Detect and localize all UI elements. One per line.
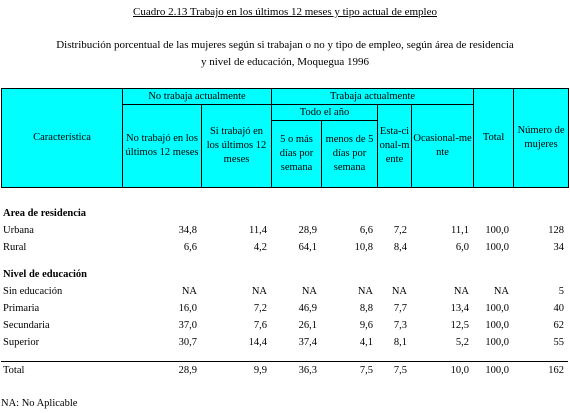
table-title: Cuadro 2.13 Trabajo en los últimos 12 meses y tipo actual de empleo bbox=[133, 6, 437, 18]
table-row bbox=[1, 239, 568, 256]
header-estacional: Esta-cional-mente bbox=[378, 105, 412, 188]
table-cell: 11,1 bbox=[451, 225, 469, 236]
table-cell: NA bbox=[181, 286, 197, 297]
table-cell: NA bbox=[357, 286, 373, 297]
section-title: Nivel de educación bbox=[3, 269, 87, 280]
footnote: NA: No Aplicable bbox=[1, 398, 78, 409]
header-caracteristica: Característica bbox=[2, 89, 123, 188]
table-cell: 55 bbox=[553, 337, 564, 348]
table-cell: 4,1 bbox=[359, 337, 373, 348]
table-cell: 128 bbox=[548, 225, 564, 236]
row-label: Primaria bbox=[3, 303, 40, 314]
table-cell: 4,2 bbox=[253, 242, 267, 253]
row-label: Superior bbox=[3, 337, 40, 348]
table-cell: 6,6 bbox=[183, 242, 197, 253]
table-cell: 46,9 bbox=[298, 303, 317, 314]
table-cell: 34 bbox=[553, 242, 564, 253]
header-menos-cinco: menos de 5 días por semana bbox=[322, 121, 378, 188]
table-cell: 11,4 bbox=[249, 225, 267, 236]
table-cell: 64,1 bbox=[298, 242, 317, 253]
row-label: Total bbox=[1, 362, 122, 380]
section-title: Area de residencia bbox=[3, 208, 87, 219]
table-cell: 30,7 bbox=[178, 337, 197, 348]
table-cell: 100,0 bbox=[485, 225, 509, 236]
table-cell: 10,0 bbox=[411, 362, 473, 380]
table-cell: 34,8 bbox=[178, 225, 197, 236]
table-cell: 100,0 bbox=[485, 303, 509, 314]
table-cell: 7,7 bbox=[393, 303, 407, 314]
row-label: Urbana bbox=[3, 225, 34, 236]
header-todo-el-ano: Todo el año bbox=[272, 105, 378, 121]
table-cell: 62 bbox=[553, 320, 564, 331]
table-cell: 26,1 bbox=[298, 320, 317, 331]
table-cell: 7,6 bbox=[253, 320, 267, 331]
table-cell: 100,0 bbox=[485, 320, 509, 331]
table-cell: 28,9 bbox=[298, 225, 317, 236]
table-cell: 9,9 bbox=[201, 362, 271, 380]
table-cell: 16,0 bbox=[178, 303, 197, 314]
table-cell: NA bbox=[493, 286, 509, 297]
table-cell: 100,0 bbox=[473, 362, 513, 380]
header-no-trabaja: No trabaja actualmente bbox=[123, 89, 272, 105]
header-ocasional: Ocasional-mente bbox=[412, 105, 474, 188]
table-cell: 8,1 bbox=[393, 337, 407, 348]
table-cell: 8,4 bbox=[393, 242, 407, 253]
table-body bbox=[1, 205, 568, 379]
row-label: Secundaria bbox=[3, 320, 50, 331]
section-header-row bbox=[1, 266, 568, 283]
table-row bbox=[1, 334, 568, 351]
spacer-row bbox=[1, 256, 568, 266]
table-cell: 7,3 bbox=[393, 320, 407, 331]
table-row bbox=[1, 300, 568, 317]
table-cell: 40 bbox=[553, 303, 564, 314]
table-cell: NA bbox=[453, 286, 469, 297]
table-cell: 37,0 bbox=[178, 320, 197, 331]
header-numero: Número de mujeres bbox=[514, 89, 569, 188]
table-cell: 162 bbox=[513, 362, 568, 380]
table-cell: 10,8 bbox=[354, 242, 373, 253]
header-si-trabajo-12: Si trabajó en los últimos 12 meses bbox=[202, 105, 272, 188]
table-cell: NA bbox=[251, 286, 267, 297]
table-cell: 36,3 bbox=[271, 362, 321, 380]
total-row bbox=[1, 362, 568, 380]
table-cell: NA bbox=[301, 286, 317, 297]
header-no-trabajo-12: No trabajó en los últimos 12 meses bbox=[123, 105, 202, 188]
table-cell: 7,5 bbox=[377, 362, 411, 380]
table-cell: 37,4 bbox=[298, 337, 317, 348]
table-cell: 13,4 bbox=[450, 303, 469, 314]
spacer-row bbox=[1, 351, 568, 362]
table-cell: 8,8 bbox=[359, 303, 373, 314]
section-header-row bbox=[1, 205, 568, 222]
table-cell: NA bbox=[391, 286, 407, 297]
table-cell: 28,9 bbox=[122, 362, 201, 380]
table-row bbox=[1, 222, 568, 239]
table-subtitle bbox=[0, 37, 570, 71]
table-cell: 14,4 bbox=[248, 337, 267, 348]
table-cell: 5,2 bbox=[455, 337, 469, 348]
table-cell: 9,6 bbox=[359, 320, 373, 331]
subtitle-line-1: Distribución porcentual de las mujeres según si trabajan o no y tipo de empleo, según área de residencia bbox=[56, 39, 514, 51]
table-row bbox=[1, 283, 568, 300]
table-cell: 6,0 bbox=[455, 242, 469, 253]
table-cell: 5 bbox=[558, 286, 564, 297]
table-header bbox=[1, 88, 569, 188]
row-label: Rural bbox=[3, 242, 27, 253]
table-cell: 100,0 bbox=[485, 242, 509, 253]
table-cell: 7,2 bbox=[253, 303, 267, 314]
header-total: Total bbox=[474, 89, 514, 188]
table-cell: 6,6 bbox=[359, 225, 373, 236]
table-cell: 7,5 bbox=[321, 362, 377, 380]
table-cell: 7,2 bbox=[393, 225, 407, 236]
header-cinco-mas: 5 o más días por semana bbox=[272, 121, 322, 188]
table-row bbox=[1, 317, 568, 334]
table-cell: 100,0 bbox=[485, 337, 509, 348]
table-cell: 12,5 bbox=[450, 320, 469, 331]
subtitle-line-2: y nivel de educación, Moquegua 1996 bbox=[200, 56, 369, 68]
row-label: Sin educación bbox=[3, 286, 63, 297]
header-trabaja: Trabaja actualmente bbox=[272, 89, 474, 105]
